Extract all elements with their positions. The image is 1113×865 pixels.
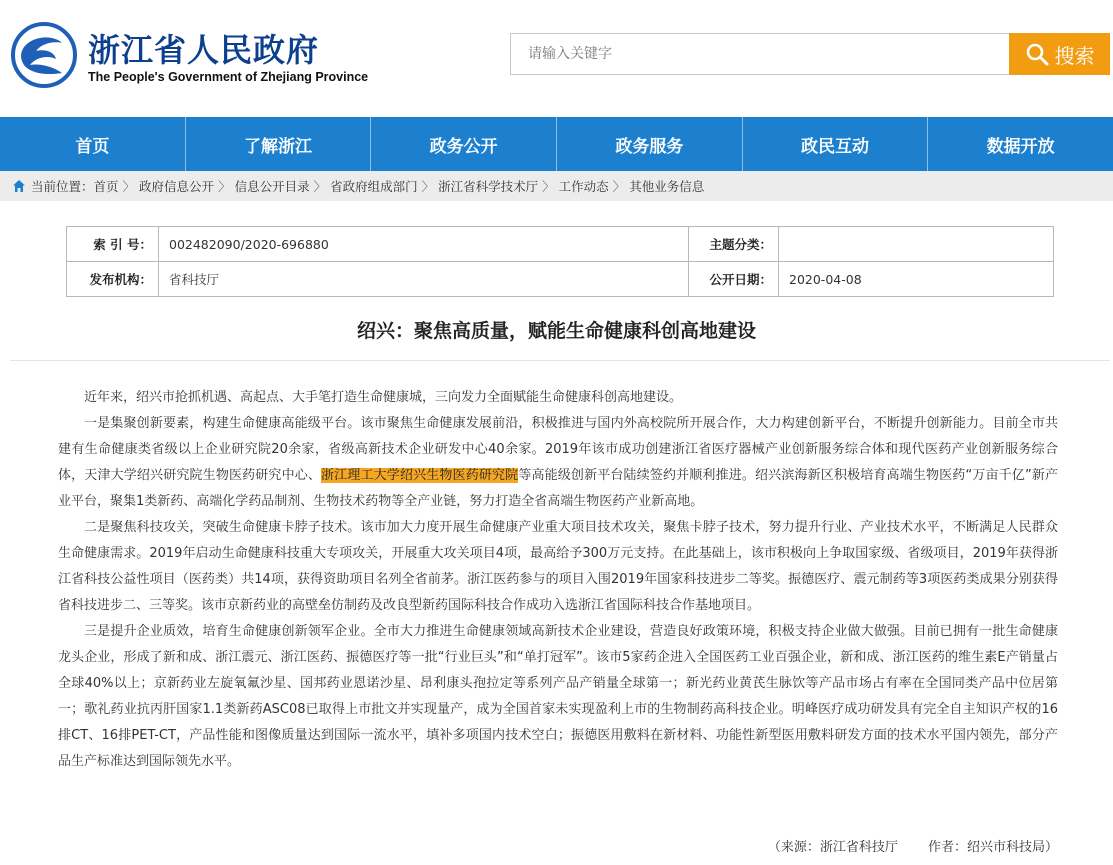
article-title: 绍兴：聚焦高质量，赋能生命健康科创高地建设 bbox=[356, 320, 756, 342]
breadcrumb-separator: 〉 bbox=[122, 179, 136, 194]
article-paragraph bbox=[58, 411, 1058, 515]
search-button[interactable] bbox=[1009, 33, 1110, 75]
breadcrumb-item-provincial-departments[interactable]: 省政府组成部门 bbox=[330, 179, 418, 194]
search-input[interactable] bbox=[511, 34, 1010, 74]
breadcrumb-item-other-business-info[interactable]: 其他业务信息 bbox=[629, 179, 705, 194]
index-number-label: 索 引 号： bbox=[67, 227, 159, 261]
breadcrumb-item-gov-info-disclosure[interactable]: 政府信息公开 bbox=[139, 179, 215, 194]
site-header bbox=[0, 0, 1113, 117]
title-divider bbox=[10, 360, 1110, 361]
paragraph-text: 等高能级创新平台陆续签约并顺利推进。绍兴滨海新区积极培育高端生物医药“万亩千亿”新产业平台，聚集1类新药、高端化学药品制剂、生物技术药物等全产业链，努力打造全省高端生物医药产业新高地。 bbox=[58, 468, 1058, 509]
publish-date-label: 公开日期： bbox=[689, 262, 779, 296]
breadcrumb-item-home[interactable]: 首页 bbox=[93, 179, 119, 194]
breadcrumb-item-work-news[interactable]: 工作动态 bbox=[558, 179, 609, 194]
home-icon bbox=[12, 179, 26, 193]
article-body bbox=[58, 385, 1058, 775]
nav-item-government-affairs-disclosure[interactable]: 政务公开 bbox=[371, 117, 557, 171]
breadcrumb-item-science-tech-dept[interactable]: 浙江省科学技术厅 bbox=[438, 179, 539, 194]
zhejiang-gov-logo[interactable] bbox=[10, 21, 78, 89]
breadcrumb-separator: 〉 bbox=[218, 179, 231, 194]
nav-item-government-services[interactable]: 政务服务 bbox=[557, 117, 743, 171]
article-source: （来源：浙江省科技厅 bbox=[767, 840, 898, 855]
search-highlight: 浙江理工大学绍兴生物医药研究院 bbox=[321, 468, 519, 483]
breadcrumb-separator: 〉 bbox=[313, 179, 327, 194]
topic-category-value bbox=[779, 227, 1053, 261]
search-button-label: 搜索 bbox=[1054, 43, 1095, 68]
topic-category-label: 主题分类： bbox=[689, 227, 779, 261]
breadcrumb bbox=[0, 171, 1113, 201]
nav-item-public-interaction[interactable]: 政民互动 bbox=[743, 117, 929, 171]
meta-row bbox=[67, 227, 1053, 262]
nav-item-open-data[interactable]: 数据开放 bbox=[986, 136, 1055, 157]
publisher-label: 发布机构： bbox=[67, 262, 159, 296]
search-box bbox=[510, 33, 1010, 75]
publish-date-value: 2020-04-08 bbox=[789, 271, 862, 287]
breadcrumb-prefix: 当前位置： bbox=[31, 179, 94, 194]
paragraph-text: 一是集聚创新要素，构建生命健康高能级平台。该市聚焦生命健康发展前沿，积极推进与国内外高校院所开展合作，大力构建创新平台，不断提升创新能力。目前全市共建有生命健康类省级以上企业研究院20余家，省级高新技术企业研发中心40余家。2019年该市成功创建浙江省医疗器械产业创新服务综合体和现代医药产业创新服务综合体，天津大学绍兴研究院生物医药研究中心、 bbox=[58, 416, 1058, 483]
breadcrumb-item-disclosure-catalog[interactable]: 信息公开目录 bbox=[234, 179, 310, 194]
nav-item-home[interactable]: 首页 bbox=[0, 117, 186, 171]
publisher-value: 省科技厅 bbox=[159, 262, 689, 296]
site-title-cn[interactable]: 浙江省人民政府 bbox=[88, 31, 320, 69]
site-title-en: The People's Government of Zhejiang Province bbox=[88, 70, 369, 84]
search-icon bbox=[1025, 42, 1049, 66]
main-nav bbox=[0, 117, 1113, 171]
index-number-value: 002482090/2020-696880 bbox=[159, 227, 689, 261]
article-paragraph: 近年来，绍兴市抢抓机遇、高起点、大手笔打造生命健康城，三向发力全面赋能生命健康科创高地建设。 bbox=[84, 390, 683, 405]
document-meta-table bbox=[66, 226, 1054, 297]
article-author: 作者：绍兴市科技局） bbox=[927, 840, 1058, 855]
article-paragraph: 二是聚焦科技攻关，突破生命健康卡脖子技术。该市加大力度开展生命健康产业重大项目技术攻关，聚焦卡脖子技术，努力提升行业、产业技术水平，不断满足人民群众生命健康需求。2019年启动生命健康科技重大专项攻关，开展重大攻关项目4项，最高给予300万元支持。在此基础上，该市积极向上争取国家级、省级项目，2019年获得浙江省科技公益性项目（医药类）共14项，获得资助项目名列全省前茅。浙江医药参与的项目入围2019年国家科技进步二等奖。振德医疗、震元制药等3项医药类成果分别获得省科技进步二、三等奖。该市京新药业的高壁垒仿制药及改良型新药国际科技合作成功入选浙江省国际科技合作基地项目。 bbox=[58, 520, 1058, 613]
breadcrumb-separator: 〉 bbox=[542, 179, 555, 194]
article-paragraph: 三是提升企业质效，培育生命健康创新领军企业。全市大力推进生命健康领域高新技术企业建设，营造良好政策环境，积极支持企业做大做强。目前已拥有一批生命健康龙头企业，形成了新和成、浙江震元、浙江医药、振德医疗等一批“行业巨头”和“单打冠军”。该市5家药企进入全国医药工业百强企业，新和成、浙江医药的维生素E产销量占全球40%以上；京新药业左旋氧氟沙星、国邦药业恩诺沙星、昂利康头孢拉定等系列产品产销量全球第一；新光药业黄芪生脉饮等产品市场占有率在全国同类产品中位居第一；歌礼药业抗丙肝国家1.1类新药ASC08已取得上市批文并实现量产，成为全国首家未实现盈利上市的生物制药高科技企业。明峰医疗成功研发具有完全自主知识产权的16排CT、16排PET-CT，产品性能和图像质量达到国际一流水平，填补多项国内技术空白；振德医用敷料在新材料、功能性新型医用敷料研发方面的技术水平国内领先，部分产品生产标准达到国际领先水平。 bbox=[58, 624, 1058, 769]
breadcrumb-separator: 〉 bbox=[612, 179, 626, 194]
meta-row bbox=[67, 262, 1053, 296]
breadcrumb-separator: 〉 bbox=[421, 179, 435, 194]
article-source-line bbox=[764, 836, 1058, 855]
nav-item-about-zhejiang[interactable]: 了解浙江 bbox=[186, 117, 372, 171]
